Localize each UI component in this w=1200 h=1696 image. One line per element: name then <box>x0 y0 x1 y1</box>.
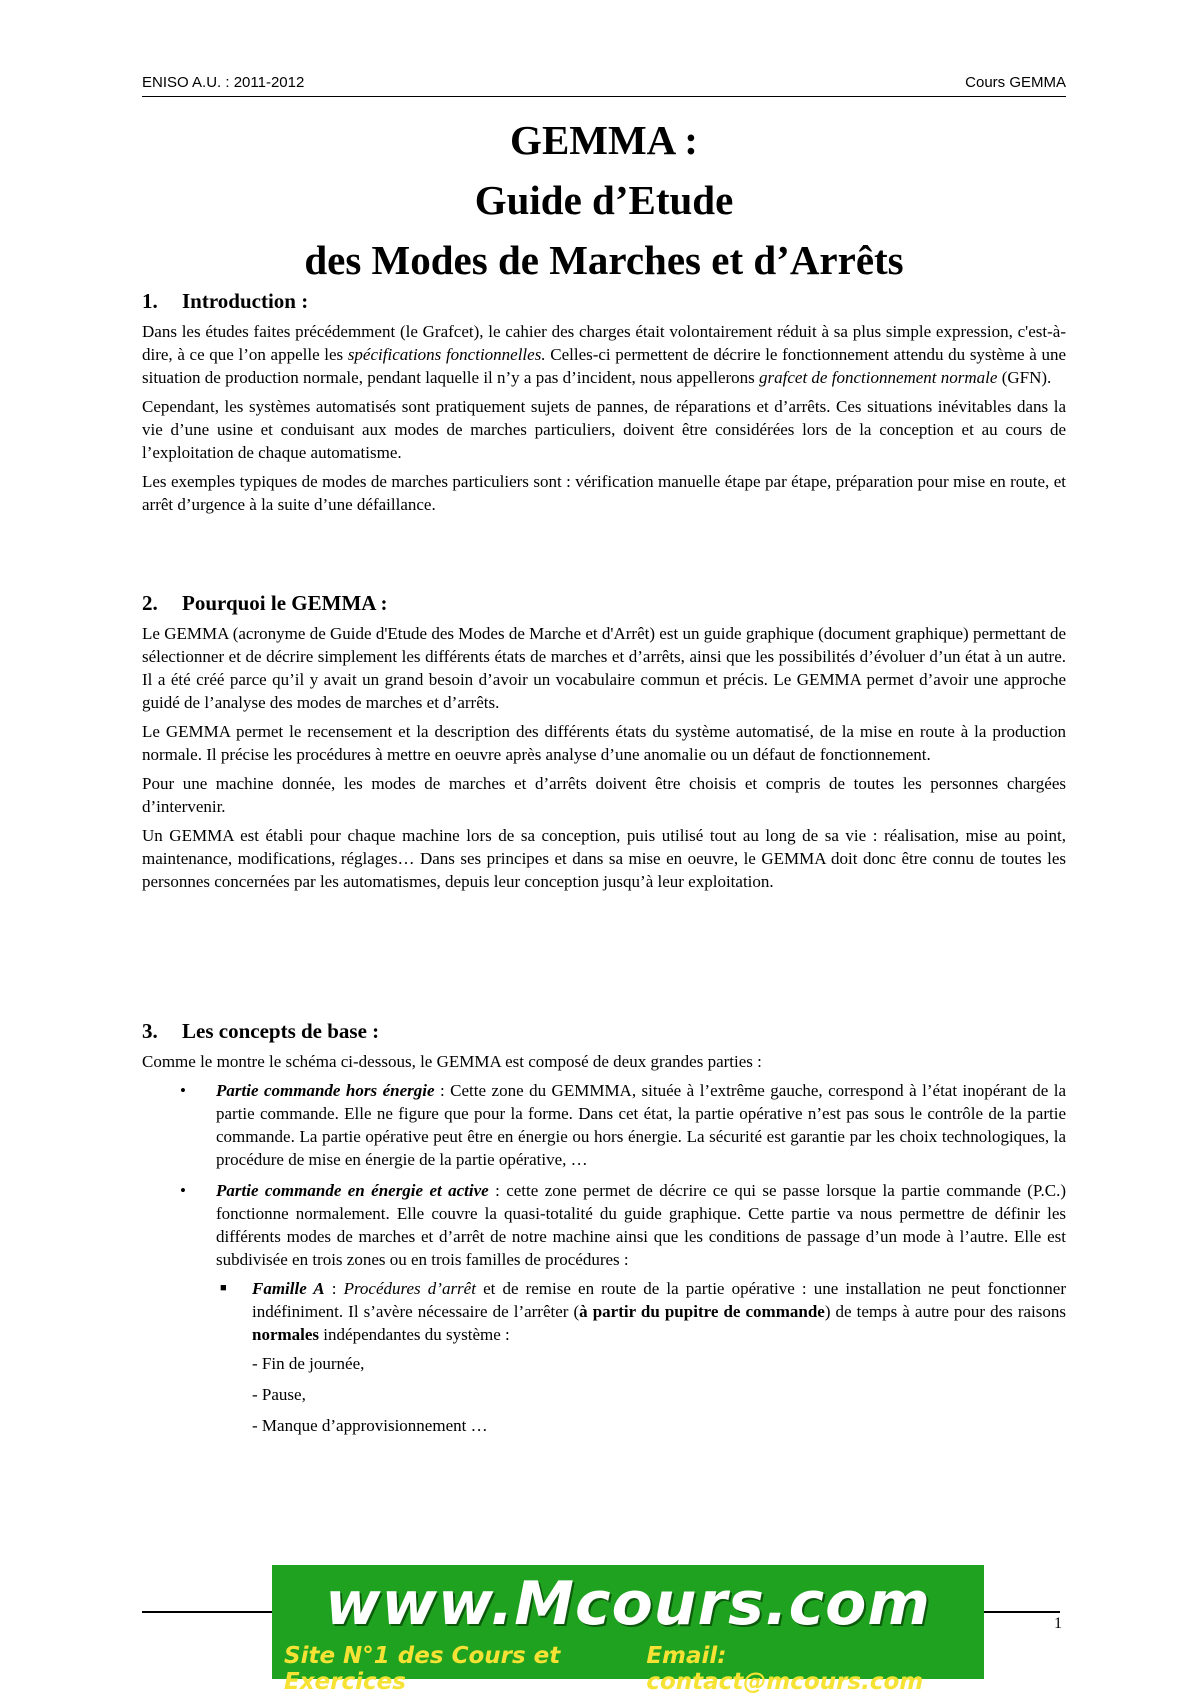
emphasis-text: Procédures d’arrêt <box>343 1279 476 1298</box>
list-item <box>142 1079 1066 1171</box>
sub-list <box>216 1277 1066 1437</box>
paragraph: Le GEMMA permet le recensement et la description des différents états du système automatisé, de la mise en route à la production normale. Il précise les procédures à mettre en oeuvre après analyse d’une anomalie ou un défaut de fonctionnement. <box>142 722 1066 764</box>
text-run: (GFN). <box>997 368 1052 387</box>
banner-email[interactable]: Email: contact@mcours.com <box>646 1643 924 1695</box>
text-run: : cette zone permet de décrire ce qui se passe lorsque la partie commande (P.C.) fonctionne normalement. Elle couvre la quasi-totalité du guide graphique. Cette partie va nous permettre de définir les différents modes de marches et d’arrêt de notre machine ainsi que les conditions de passage d’un mode à l’autre. Elle est subdivisée en trois zones ou en trois familles de procédures : <box>216 1181 1067 1269</box>
section-introduction <box>142 289 1066 522</box>
banner-tagline: Site N°1 des Cours et Exercices <box>284 1643 561 1695</box>
banner-website-text[interactable]: www.Mcours.com <box>325 1569 931 1639</box>
section-concepts-de-base <box>142 1019 1066 1445</box>
section-heading <box>142 289 1066 314</box>
sub-list-item <box>216 1277 1066 1437</box>
title-line-2: Guide d’Etude <box>474 177 734 223</box>
title-line-3: des Modes de Marches et d’Arrêts <box>304 237 904 283</box>
text-run: Dans les études faites précédemment (le Grafcet), le cahier des charges était volontairement réduit à sa plus simple expression, c'est-à-dire, à ce que l’on appelle les <box>142 322 1066 364</box>
text-run: indépendantes du système : <box>319 1325 510 1344</box>
term-text: Partie commande en énergie et active <box>216 1181 489 1200</box>
page-header <box>142 72 1066 97</box>
term-text: Famille A <box>252 1279 325 1298</box>
square-bullet-icon: ■ <box>220 1282 227 1294</box>
text-run: et de remise en route de la partie opérative : une installation ne peut fonctionner indéfiniment. Il s’avère nécessaire de l’arrêter ( <box>252 1279 1066 1321</box>
mcours-banner[interactable] <box>272 1565 984 1695</box>
emphasis-text: spécifications fonctionnelles. <box>347 345 546 364</box>
paragraph: Cependant, les systèmes automatisés sont pratiquement sujets de pannes, de réparations et d’arrêts. Ces situations inévitables dans la vie d’une usine et conduisant aux modes de marches particuliers, doivent être considérées lors de la conception et au cours de l’exploitation de chaque automatisme. <box>142 397 1066 462</box>
header-school-year: ENISO A.U. : 2011-2012 <box>142 74 305 91</box>
dash-item: - Pause, <box>252 1385 306 1404</box>
text-run: Celles-ci permettent de décrire le fonctionnement attendu du système à une situation de production normale, pendant laquelle il n’y a pas d’incident, nous appellerons <box>142 345 1066 387</box>
paragraph: Un GEMMA est établi pour chaque machine lors de sa conception, puis utilisé tout au long de sa vie : réalisation, mise au point, maintenance, modifications, réglages… Dans ses principes et dans sa mise en oeuvre, le GEMMA doit donc être connu de toutes les personnes concernées par les automatismes, depuis leur conception jusqu’à leur exploitation. <box>142 826 1066 891</box>
section-heading <box>142 1019 1066 1044</box>
section-title: Pourquoi le GEMMA : <box>182 591 388 615</box>
paragraph: Comme le montre le schéma ci-dessous, le GEMMA est composé de deux grandes parties : <box>142 1052 762 1071</box>
section-number: 3. <box>142 1019 158 1043</box>
paragraph: Le GEMMA (acronyme de Guide d'Etude des Modes de Marche et d'Arrêt) est un guide graphique (document graphique) permettant de sélectionner et de décrire simplement les différents états de marches et d’arrêts, ainsi que les possibilités d’évoluer d’un état à un autre. Il a été créé parce qu’il y avait un grand besoin d’avoir un vocabulaire commun et précis. Le GEMMA permet d’avoir une approche guidé de l’analyse des modes de marches et d’arrêts. <box>142 624 1066 712</box>
banner-subline <box>272 1643 984 1695</box>
text-run: : <box>324 1279 344 1298</box>
document-title <box>142 110 1066 290</box>
footer-rule-right <box>984 1611 1060 1613</box>
paragraph: Les exemples typiques de modes de marches particuliers sont : vérification manuelle étape par étape, préparation pour mise en route, et arrêt d’urgence à la suite d’une défaillance. <box>142 472 1066 514</box>
section-pourquoi-gemma <box>142 591 1066 899</box>
dash-item: - Fin de journée, <box>252 1354 365 1373</box>
term-text: Partie commande hors énergie <box>216 1081 435 1100</box>
bold-text: à partir du pupitre de commande <box>579 1302 825 1321</box>
title-line-1: GEMMA : <box>510 117 698 163</box>
bullet-icon: • <box>180 1181 186 1200</box>
section-title: Introduction : <box>182 289 309 313</box>
bold-text: normales <box>252 1325 320 1344</box>
footer-rule-left <box>142 1611 272 1613</box>
paragraph: Pour une machine donnée, les modes de marches et d’arrêts doivent être choisis et compris de toutes les personnes chargées d’intervenir. <box>142 774 1066 816</box>
text-run: ) de temps à autre pour des raisons <box>824 1302 1067 1321</box>
section-number: 2. <box>142 591 158 615</box>
dash-item: - Manque d’approvisionnement … <box>252 1416 488 1435</box>
page-number: 1 <box>1054 1615 1062 1632</box>
text-run: : Cette zone du GEMMMA, située à l’extrême gauche, correspond à l’état inopérant de la partie commande. Elle ne figure que pour la forme. Dans cet état, la partie opérative n’est pas sous le contrôle de la partie commande. La partie opérative peut être en énergie ou hors énergie. La sécurité est garantie par les choix technologiques, la procédure de mise en énergie de la partie opérative, … <box>216 1081 1066 1169</box>
section-heading <box>142 591 1066 616</box>
section-title: Les concepts de base : <box>182 1019 380 1043</box>
section-number: 1. <box>142 289 158 313</box>
bullet-list <box>142 1079 1066 1437</box>
emphasis-text: grafcet de fonctionnement normale <box>759 368 998 387</box>
dash-list <box>252 1352 1066 1437</box>
paragraph <box>142 320 1066 389</box>
header-course-name: Cours GEMMA <box>965 74 1066 91</box>
bullet-icon: • <box>180 1081 186 1100</box>
list-item <box>142 1179 1066 1437</box>
